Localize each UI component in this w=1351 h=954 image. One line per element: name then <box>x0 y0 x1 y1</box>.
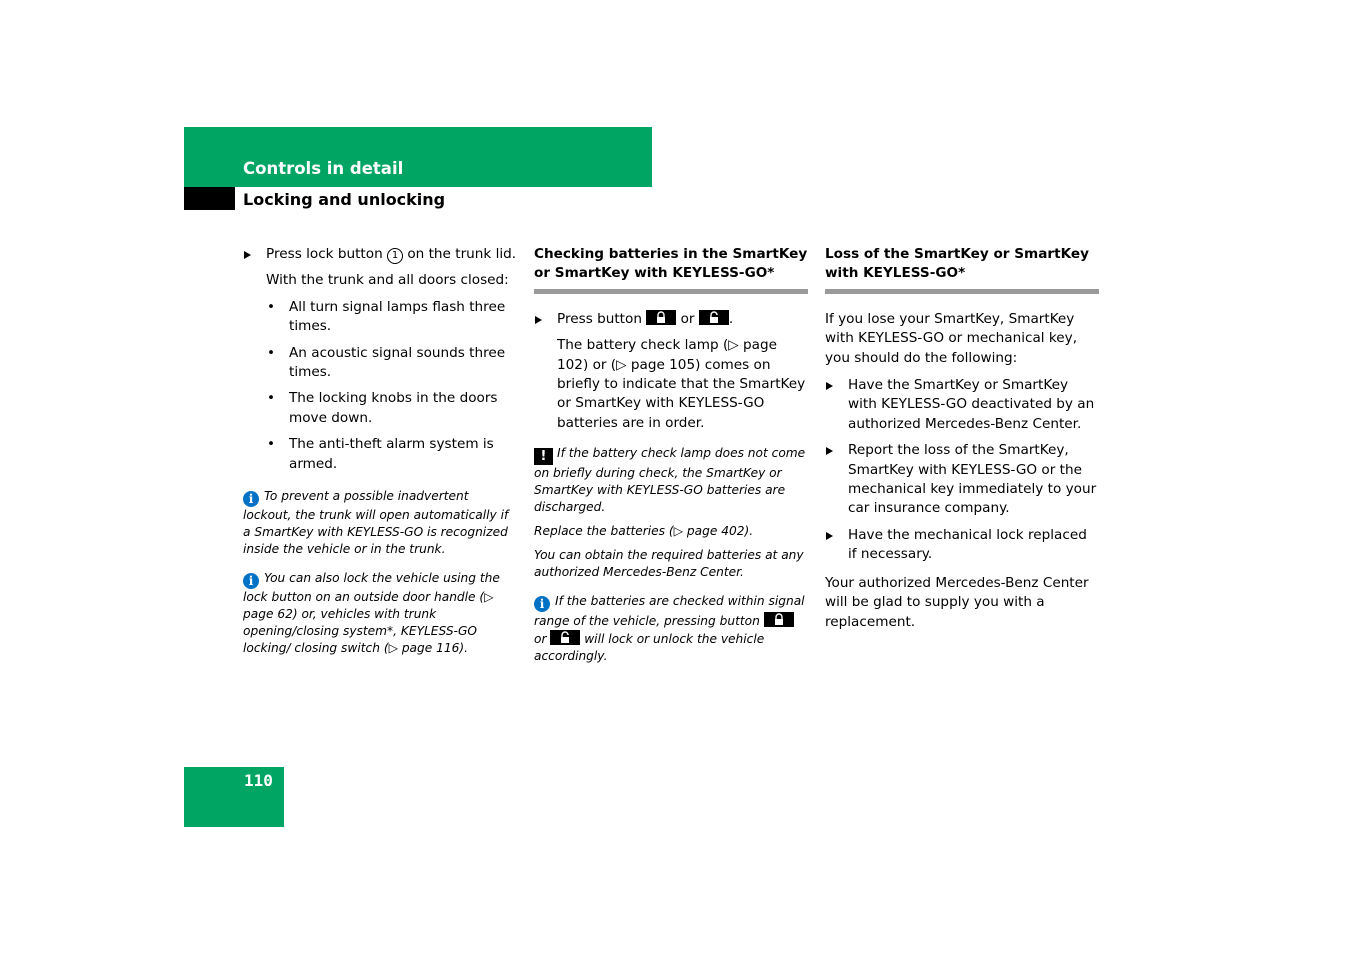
condition-text: With the trunk and all doors closed: <box>266 272 509 289</box>
list-item: • An acoustic signal sounds three times. <box>267 344 506 381</box>
step-arrow-icon <box>826 532 833 540</box>
step-press-button: Press button or . <box>534 310 808 329</box>
warning-icon: ! <box>534 448 553 465</box>
step-arrow-icon <box>535 316 542 324</box>
callout-number-icon: 1 <box>387 248 403 264</box>
bullet-dot-icon: • <box>267 298 276 315</box>
bullet-dot-icon: • <box>267 344 276 361</box>
step-press-lock-button: Press lock button 1 on the trunk lid. <box>243 245 517 264</box>
subsection-title: Locking and unlocking <box>243 190 446 209</box>
step-arrow-icon <box>244 251 251 259</box>
header-band <box>184 127 652 187</box>
list-item: • The locking knobs in the doors move down. <box>267 390 498 426</box>
heading-checking-batteries: Checking batteries in the SmartKey or SmartKey with KEYLESS-GO* <box>534 245 808 294</box>
warning-note-batteries: ! If the battery check lamp does not come on briefly during check, the SmartKey or SmartKey with KEYLESS-GO batteries are discharged. <box>534 446 806 515</box>
column-left <box>243 245 517 669</box>
info-icon: i <box>243 573 259 589</box>
loss-intro-text: If you lose your SmartKey, SmartKey with KEYLESS-GO or mechanical key, you should do the following: <box>825 310 1078 366</box>
list-item: • All turn signal lamps flash three times. <box>267 298 506 335</box>
info-icon: i <box>243 491 259 507</box>
step-arrow-icon <box>826 447 833 455</box>
step-report-loss: Report the loss of the SmartKey, SmartKey with KEYLESS-GO or the mechanical key immediately to your car insurance company. <box>825 441 1099 519</box>
unlock-button-icon <box>699 310 729 325</box>
heading-loss-of-smartkey: Loss of the SmartKey or SmartKey with KEYLESS-GO* <box>825 245 1099 294</box>
page-number: 110 <box>244 771 273 790</box>
step-deactivate: Have the SmartKey or SmartKey with KEYLESS-GO deactivated by an authorized Mercedes-Benz Center. <box>825 376 1099 434</box>
unlock-button-icon <box>550 630 580 645</box>
bullet-dot-icon: • <box>267 390 276 407</box>
list-item: • The anti-theft alarm system is armed. <box>267 436 494 472</box>
lock-button-icon <box>764 612 794 627</box>
step-arrow-icon <box>826 382 833 390</box>
column-middle <box>534 245 808 677</box>
info-note-door-handle: i You can also lock the vehicle using the lock button on an outside door handle (▷ page 62) or, vehicles with trunk opening/closing system*, KEYLESS-GO locking/ closing switch (▷ page 116). <box>243 571 500 656</box>
step-replace-lock: Have the mechanical lock replaced if necessary. <box>825 526 1099 565</box>
bullet-dot-icon: • <box>267 436 276 453</box>
info-note-lockout: i To prevent a possible inadvertent lockout, the trunk will open automatically if a SmartKey with KEYLESS-GO is recognized inside the vehicle or in the trunk. <box>243 489 509 557</box>
closing-text: Your authorized Mercedes-Benz Center will be glad to supply you with a replacement. <box>825 574 1089 630</box>
info-icon: i <box>534 596 550 612</box>
column-right <box>825 245 1099 640</box>
info-note-signal-range: i If the batteries are checked within signal range of the vehicle, pressing button or will lock or unlock the vehicle accordingly. <box>534 594 805 664</box>
lock-button-icon <box>646 310 676 325</box>
replace-batteries-text: Replace the batteries (▷ page 402). <box>534 524 754 539</box>
battery-check-detail: The battery check lamp (▷ page 102) or (▷ page 105) comes on briefly to indicate that the SmartKey or SmartKey with KEYLESS-GO batteries are in order. <box>557 337 806 431</box>
section-title: Controls in detail <box>243 159 404 178</box>
section-tab-marker <box>184 187 235 210</box>
obtain-batteries-text: You can obtain the required batteries at any authorized Mercedes-Benz Center. <box>534 548 804 580</box>
